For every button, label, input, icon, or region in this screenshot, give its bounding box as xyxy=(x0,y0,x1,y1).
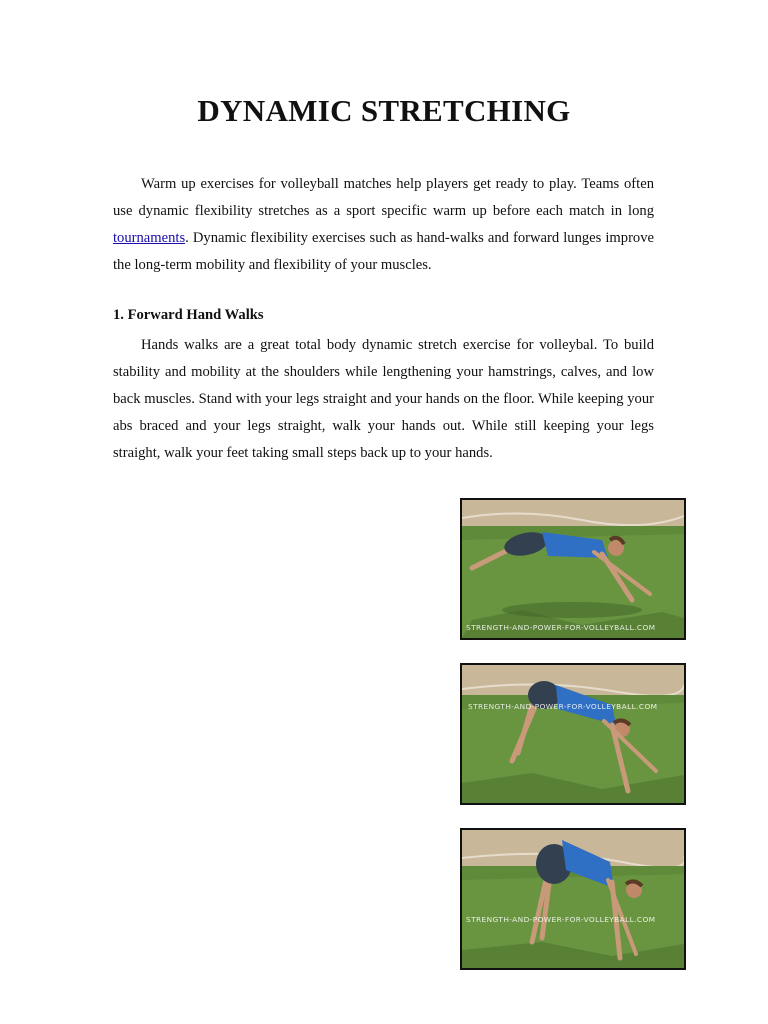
section-body-forward-hand-walks: Hands walks are a great total body dynamic stretch exercise for volleybal. To build stability and mobility at the shoulders while lengthening your hamstrings, calves, and low back muscles. Stand with your legs straight and your hands on the floor. While keeping your abs braced and your legs straight, walk your hands out. While still keeping your legs straight, walk your feet taking small steps back up to your hands. xyxy=(113,337,654,461)
watermark-1: STRENGTH-AND-POWER-FOR-VOLLEYBALL.COM xyxy=(466,623,656,632)
page-title: DYNAMIC STRETCHING xyxy=(197,93,571,128)
tournaments-link[interactable]: tournaments xyxy=(113,230,186,246)
hand-walk-photo-1 xyxy=(460,498,686,640)
intro-text-end: . Dynamic flexibility exercises such as hand-walks and forward lunges improve the long-term mobility and flexibility of your muscles. xyxy=(113,230,654,273)
hand-walk-illustration-1 xyxy=(462,500,684,638)
watermark-3: STRENGTH-AND-POWER-FOR-VOLLEYBALL.COM xyxy=(466,915,656,924)
intro-paragraph xyxy=(113,171,654,279)
hand-walk-photo-3 xyxy=(460,828,686,970)
hand-walk-photo-2 xyxy=(460,663,686,805)
section-heading-forward-hand-walks: 1. Forward Hand Walks xyxy=(113,307,264,323)
watermark-2: STRENGTH-AND-POWER-FOR-VOLLEYBALL.COM xyxy=(468,702,658,711)
intro-text-start: Warm up exercises for volleyball matches help players get ready to play. Teams often use dynamic flexibility stretches as a sport specific warm up before each match in long xyxy=(113,176,654,219)
hand-walk-illustration-2 xyxy=(462,665,684,803)
hand-walk-illustration-3 xyxy=(462,830,684,968)
